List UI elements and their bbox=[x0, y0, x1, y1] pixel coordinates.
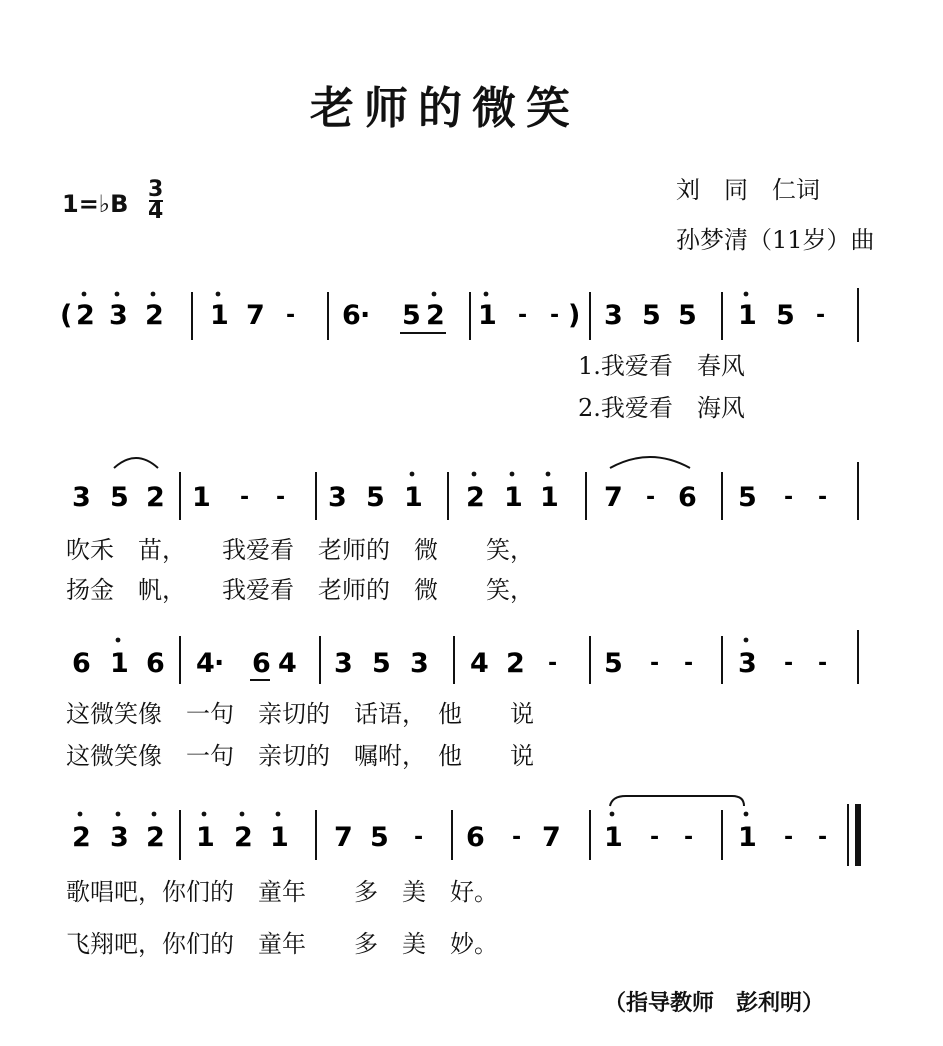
dash: - bbox=[414, 825, 424, 850]
note: 3 bbox=[738, 648, 757, 679]
dash: - bbox=[240, 485, 250, 510]
octave-dot bbox=[744, 292, 749, 297]
octave-dot bbox=[115, 292, 120, 297]
note: 3 bbox=[109, 300, 128, 331]
note: 5 bbox=[366, 482, 385, 513]
lyrics-line: 歌唱吧，你们的 童年 多 美 好。 bbox=[66, 878, 498, 906]
note: 2 bbox=[146, 822, 165, 853]
dash: - bbox=[650, 651, 660, 676]
note: 2 bbox=[234, 822, 253, 853]
note: 7 bbox=[334, 822, 353, 853]
lyrics-line: 扬金 帆， 我爱看 老师的 微 笑， bbox=[66, 576, 534, 604]
dash: - bbox=[276, 485, 286, 510]
song-title: 老师的微笑 bbox=[310, 83, 580, 134]
note: 5 bbox=[372, 648, 391, 679]
octave-dot bbox=[202, 812, 207, 817]
lyricist-credit: 刘 同 仁词 bbox=[676, 176, 820, 204]
composer-credit: 孙梦清（11岁）曲 bbox=[676, 226, 875, 254]
note: 2 bbox=[466, 482, 485, 513]
octave-dot bbox=[484, 292, 489, 297]
note: 1 bbox=[192, 482, 211, 513]
note: 2 bbox=[426, 300, 445, 331]
note: 1 bbox=[110, 648, 129, 679]
note: 2 bbox=[506, 648, 525, 679]
dash: - bbox=[646, 485, 656, 510]
note: 2 bbox=[72, 822, 91, 853]
lyrics-line: 这微笑像 一句 亲切的 嘱咐， 他 说 bbox=[66, 742, 534, 770]
verse-label-2: 2.我爱看 海风 bbox=[578, 394, 745, 422]
octave-dot bbox=[472, 472, 477, 477]
note: 6 bbox=[466, 822, 485, 853]
dash: - bbox=[550, 303, 560, 328]
octave-dot bbox=[432, 292, 437, 297]
dot: · bbox=[214, 648, 225, 679]
note: 2 bbox=[145, 300, 164, 331]
octave-dot bbox=[546, 472, 551, 477]
octave-dot bbox=[744, 638, 749, 643]
note: 6 bbox=[146, 648, 165, 679]
lyrics-line: 飞翔吧，你们的 童年 多 美 妙。 bbox=[66, 930, 498, 958]
note: 6 bbox=[72, 648, 91, 679]
dash: - bbox=[286, 303, 296, 328]
octave-dot bbox=[116, 812, 121, 817]
note: 5 bbox=[604, 648, 623, 679]
note: 1 bbox=[196, 822, 215, 853]
octave-dot bbox=[510, 472, 515, 477]
note: 2 bbox=[146, 482, 165, 513]
note: 3 bbox=[110, 822, 129, 853]
note: 4 bbox=[470, 648, 489, 679]
octave-dot bbox=[216, 292, 221, 297]
teacher-credit: （指导教师 彭利明） bbox=[604, 990, 825, 1016]
intro-open-paren: ( bbox=[60, 300, 73, 331]
dash: - bbox=[784, 651, 794, 676]
note: 5 bbox=[110, 482, 129, 513]
note: 5 bbox=[370, 822, 389, 853]
system-4 bbox=[72, 796, 858, 866]
note: 1 bbox=[540, 482, 559, 513]
system-3 bbox=[72, 630, 858, 684]
intro-close-paren: ) bbox=[568, 300, 581, 331]
dash: - bbox=[818, 485, 828, 510]
note: 5 bbox=[738, 482, 757, 513]
octave-dot bbox=[410, 472, 415, 477]
dash: - bbox=[548, 651, 558, 676]
note: 5 bbox=[678, 300, 697, 331]
dash: - bbox=[818, 651, 828, 676]
note: 6 bbox=[252, 648, 271, 679]
octave-dot bbox=[78, 812, 83, 817]
note: 7 bbox=[604, 482, 623, 513]
note: 4 bbox=[196, 648, 215, 679]
octave-dot bbox=[610, 812, 615, 817]
verse-label-1: 1.我爱看 春风 bbox=[578, 352, 745, 380]
note: 4 bbox=[278, 648, 297, 679]
note: 1 bbox=[210, 300, 229, 331]
note: 1 bbox=[738, 822, 757, 853]
note: 3 bbox=[334, 648, 353, 679]
octave-dot bbox=[240, 812, 245, 817]
note: 7 bbox=[246, 300, 265, 331]
octave-dot bbox=[152, 812, 157, 817]
note: 3 bbox=[410, 648, 429, 679]
note: 7 bbox=[542, 822, 561, 853]
dot: · bbox=[360, 300, 371, 331]
dash: - bbox=[784, 485, 794, 510]
note: 5 bbox=[402, 300, 421, 331]
system-2 bbox=[72, 457, 858, 520]
octave-dot bbox=[151, 292, 156, 297]
lyrics-line: 这微笑像 一句 亲切的 话语， 他 说 bbox=[66, 700, 534, 728]
lyrics-line: 吹禾 苗， 我爱看 老师的 微 笑， bbox=[66, 536, 534, 564]
slur bbox=[610, 457, 690, 468]
octave-dot bbox=[116, 638, 121, 643]
note: 1 bbox=[270, 822, 289, 853]
octave-dot bbox=[744, 812, 749, 817]
note: 1 bbox=[604, 822, 623, 853]
time-signature-bottom: 4 bbox=[148, 199, 164, 224]
dash: - bbox=[818, 825, 828, 850]
dash: - bbox=[518, 303, 528, 328]
dash: - bbox=[650, 825, 660, 850]
slur bbox=[114, 458, 158, 468]
key-signature: 1=♭B bbox=[62, 190, 129, 218]
dash: - bbox=[784, 825, 794, 850]
time-signature-top: 3 bbox=[148, 177, 164, 202]
system-1 bbox=[60, 288, 858, 342]
note: 1 bbox=[404, 482, 423, 513]
note: 5 bbox=[642, 300, 661, 331]
note: 6 bbox=[678, 482, 697, 513]
note: 6 bbox=[342, 300, 361, 331]
dash: - bbox=[512, 825, 522, 850]
dash: - bbox=[684, 651, 694, 676]
note: 3 bbox=[72, 482, 91, 513]
note: 3 bbox=[328, 482, 347, 513]
note: 5 bbox=[776, 300, 795, 331]
note: 1 bbox=[478, 300, 497, 331]
dash: - bbox=[684, 825, 694, 850]
tie bbox=[610, 796, 744, 806]
note: 3 bbox=[604, 300, 623, 331]
octave-dot bbox=[82, 292, 87, 297]
note: 1 bbox=[504, 482, 523, 513]
dash: - bbox=[816, 303, 826, 328]
octave-dot bbox=[276, 812, 281, 817]
note: 2 bbox=[76, 300, 95, 331]
note: 1 bbox=[738, 300, 757, 331]
